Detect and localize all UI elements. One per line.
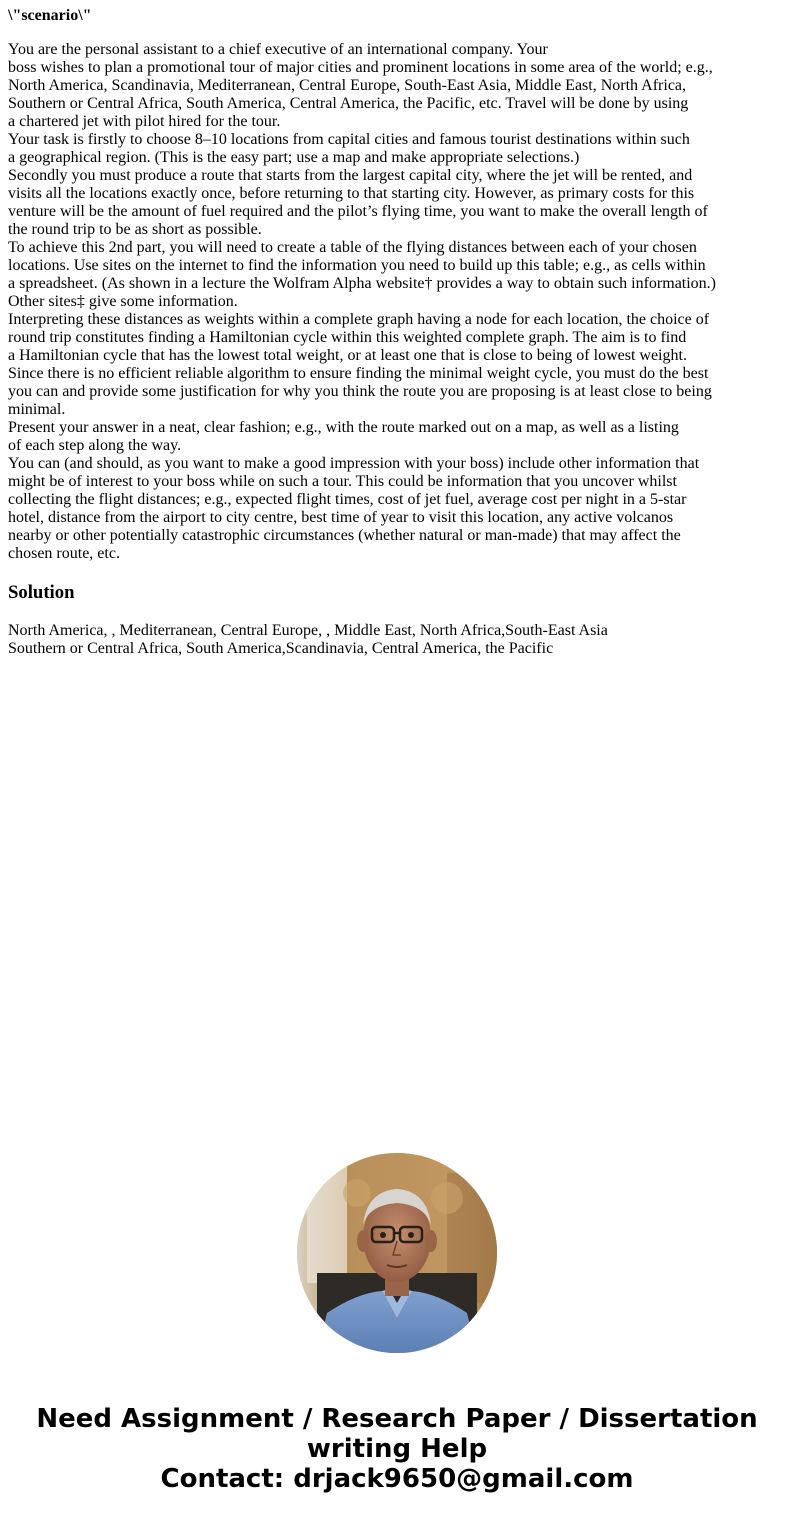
- avatar: [297, 1153, 497, 1353]
- question-line: North America, Scandinavia, Mediterranean, Central Europe, South-East Asia, Middle East, North Africa,: [8, 77, 687, 94]
- question-line: boss wishes to plan a promotional tour of major cities and prominent locations in some area of the world; e.g.,: [8, 59, 713, 76]
- solution-line: North America, , Mediterranean, Central Europe, , Middle East, North Africa,South-East Asia: [8, 622, 608, 639]
- question-line: Other sites‡ give some information.: [8, 293, 238, 310]
- question-line: To achieve this 2nd part, you will need to create a table of the flying distances between each of your chosen: [8, 239, 697, 256]
- scenario-title: \"scenario\": [8, 7, 92, 24]
- question-line: You can (and should, as you want to make a good impression with your boss) include other information that: [8, 455, 700, 472]
- question-text: [8, 41, 788, 563]
- help-banner: [0, 1404, 794, 1494]
- question-body: [8, 7, 788, 563]
- question-line: Southern or Central Africa, South America, Central America, the Pacific, etc. Travel will be done by using: [8, 95, 689, 112]
- solution-heading: Solution: [8, 582, 75, 603]
- question-line: of each step along the way.: [8, 437, 182, 454]
- solution-text: [8, 622, 608, 658]
- question-line: locations. Use sites on the internet to find the information you need to build up this table; e.g., as cells within: [8, 257, 706, 274]
- help-banner-line: writing Help: [306, 1434, 488, 1464]
- contact-email: Contact: drjack9650@gmail.com: [160, 1464, 634, 1494]
- help-banner-line: Need Assignment / Research Paper / Dissertation: [36, 1404, 758, 1434]
- question-line: chosen route, etc.: [8, 545, 120, 562]
- question-line: Your task is firstly to choose 8–10 locations from capital cities and famous tourist destinations within such: [8, 131, 690, 148]
- question-line: minimal.: [8, 401, 66, 418]
- question-line: a Hamiltonian cycle that has the lowest total weight, or at least one that is close to being of lowest weight.: [8, 347, 687, 364]
- question-line: a chartered jet with pilot hired for the tour.: [8, 113, 281, 130]
- portrait-photo: [297, 1153, 497, 1353]
- question-line: Secondly you must produce a route that starts from the largest capital city, where the jet will be rented, and: [8, 167, 693, 184]
- question-line: a spreadsheet. (As shown in a lecture the Wolfram Alpha website† provides a way to obtain such information.): [8, 275, 717, 292]
- question-line: Present your answer in a neat, clear fashion; e.g., with the route marked out on a map, as well as a listing: [8, 419, 679, 436]
- question-line: venture will be the amount of fuel required and the pilot’s flying time, you want to make the overall length of: [8, 203, 708, 220]
- solution-line: Southern or Central Africa, South America,Scandinavia, Central America, the Pacific: [8, 640, 554, 657]
- question-line: a geographical region. (This is the easy part; use a map and make appropriate selections.): [8, 149, 580, 166]
- question-line: You are the personal assistant to a chief executive of an international company. Your: [8, 41, 548, 58]
- question-line: Interpreting these distances as weights within a complete graph having a node for each location, the choice of: [8, 311, 710, 328]
- question-line: might be of interest to your boss while on such a tour. This could be information that you uncover whilst: [8, 473, 677, 490]
- question-line: nearby or other potentially catastrophic circumstances (whether natural or man-made) that may affect the: [8, 527, 681, 544]
- question-line: hotel, distance from the airport to city centre, best time of year to visit this location, any active volcanos: [8, 509, 674, 526]
- question-line: round trip constitutes finding a Hamiltonian cycle within this weighted complete graph. The aim is to find: [8, 329, 687, 346]
- question-line: Since there is no efficient reliable algorithm to ensure finding the minimal weight cycle, you must do the best: [8, 365, 709, 382]
- question-line: you can and provide some justification for why you think the route you are proposing is at least close to being: [8, 383, 712, 400]
- question-line: visits all the locations exactly once, before returning to that starting city. However, as primary costs for this: [8, 185, 695, 202]
- question-line: the round trip to be as short as possible.: [8, 221, 262, 238]
- question-line: collecting the flight distances; e.g., expected flight times, cost of jet fuel, average cost per night in a 5-star: [8, 491, 687, 508]
